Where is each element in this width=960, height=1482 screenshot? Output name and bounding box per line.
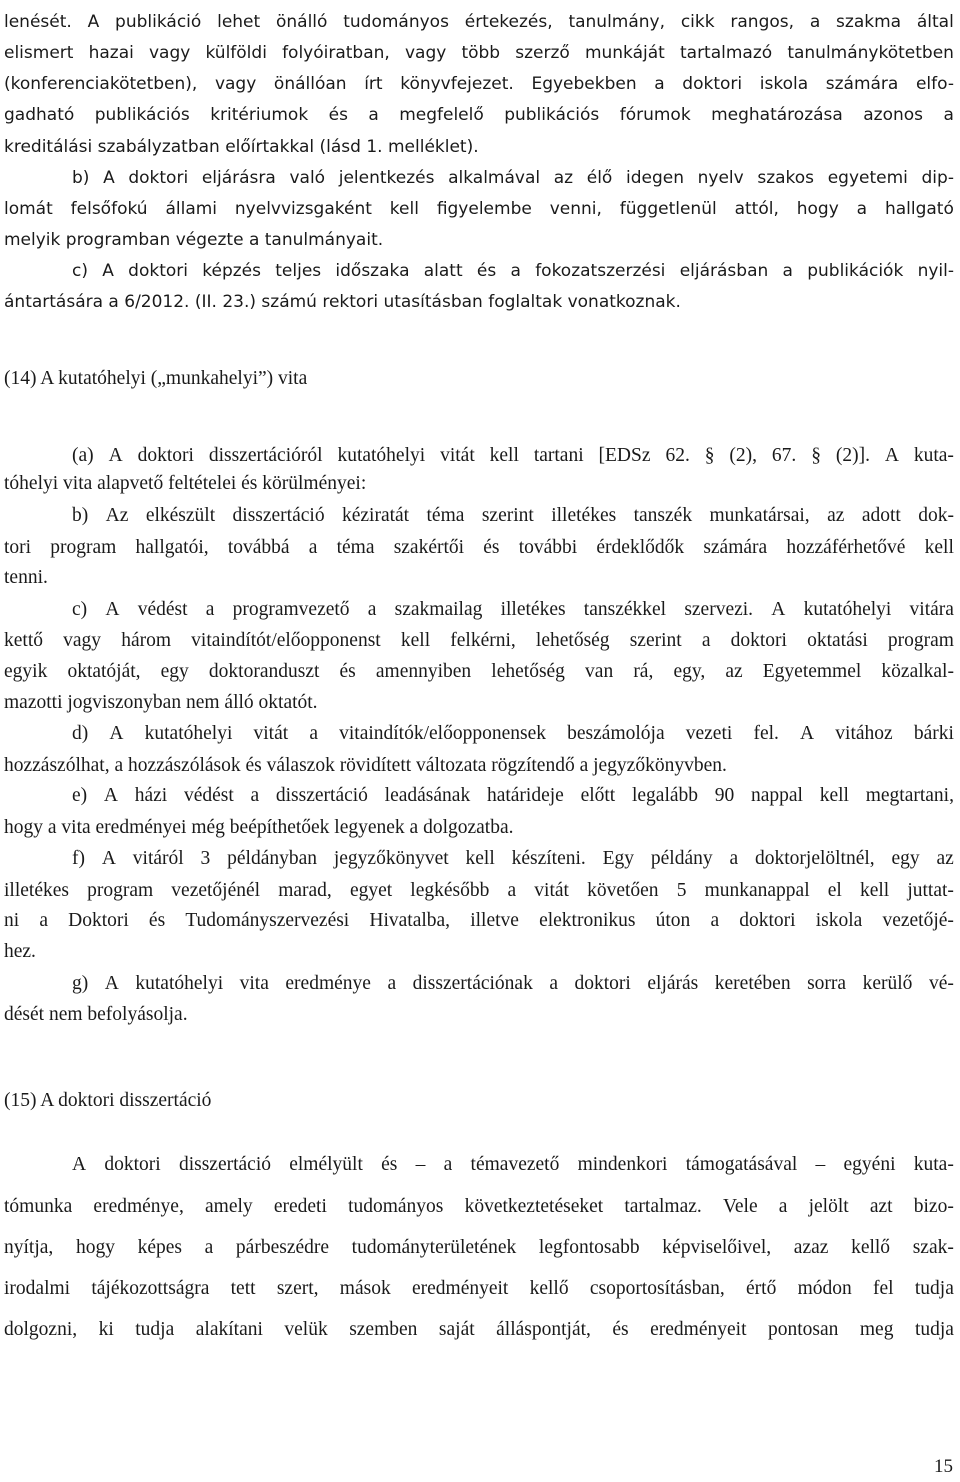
text-line: melyik programban végezte a tanulmányait. (4, 230, 384, 250)
text-line: kreditálási szabályzatban előírtakkal (lásd 1. melléklet). (4, 137, 479, 157)
text-line: illetékes program vezetőjénél marad, egyet legkésőbb a vitát követően 5 munkanappal el kell juttat- (4, 880, 954, 901)
text-line: hogy a vita eredményei még beépíthetőek legyenek a dolgozatba. (4, 817, 514, 838)
text-line: ni a Doktori és Tudományszervezési Hivatalba, illetve elektronikus úton a doktori iskola vezetőjé- (4, 910, 954, 931)
text-line: d) A kutatóhelyi vitát a vitaindítók/előopponensek beszámolója vezeti fel. A vitához bárki (72, 723, 954, 744)
text-line: e) A házi védést a disszertáció leadásának határideje előtt legalább 90 nappal kell megtartani, (72, 785, 954, 806)
text-line: f) A vitáról 3 példányban jegyzőkönyvet kell készíteni. Egy példány a doktorjelöltnél, egy az (72, 848, 954, 869)
text-line: irodalmi tájékozottságra tett szert, mások eredményeit kellő csoportosításban, értő módon fel tudja (4, 1278, 954, 1299)
text-line: dolgozni, ki tudja alakítani velük szemben saját álláspontját, és eredményeit pontosan meg tudja (4, 1319, 954, 1340)
text-line: (15) A doktori disszertáció (4, 1090, 212, 1111)
text-line: egyik oktatóját, egy doktoranduszt és amennyiben lehetőség van rá, egy, az Egyetemmel közalkal- (4, 661, 954, 682)
text-line: hozzászólhat, a hozzászólások és válaszok rövidített változata rögzítendő a jegyzőkönyvben. (4, 755, 727, 776)
text-line: gadható publikációs kritériumok és a megfelelő publikációs fórumok meghatározása azonos a (4, 105, 954, 125)
page-number: 15 (934, 1456, 953, 1477)
text-line: tenni. (4, 567, 48, 588)
text-line: (a) A doktori disszertációról kutatóhelyi vitát kell tartani [EDSz 62. § (2), 67. § (2)]. A kuta- (72, 445, 954, 466)
text-line: tori program hallgatói, továbbá a téma szakértői és további érdeklődők számára hozzáférhetővé kell (4, 537, 954, 558)
text-line: lenését. A publikáció lehet önálló tudományos értekezés, tanulmány, cikk rangos, a szakma által (4, 12, 954, 32)
text-line: b) A doktori eljárásra való jelentkezés alkalmával az élő idegen nyelv szakos egyetemi dip- (72, 168, 954, 188)
text-line: tómunka eredménye, amely eredeti tudományos következtetéseket tartalmaz. Vele a jelölt azt bizo- (4, 1196, 954, 1217)
text-line: ántartására a 6/2012. (II. 23.) számú rektori utasításban foglaltak vonatkoznak. (4, 292, 681, 312)
text-line: (14) A kutatóhelyi („munkahelyi”) vita (4, 368, 308, 389)
text-line: tóhelyi vita alapvető feltételei és körülményei: (4, 473, 367, 494)
text-line: c) A doktori képzés teljes időszaka alatt és a fokozatszerzési eljárásban a publikációk nyil- (72, 261, 954, 281)
text-line: mazotti jogviszonyban nem álló oktatót. (4, 692, 318, 713)
text-line: c) A védést a programvezető a szakmailag illetékes tanszékkel szervezi. A kutatóhelyi vitára (72, 599, 954, 620)
text-line: A doktori disszertáció elmélyült és – a témavezető mindenkori támogatásával – egyéni kuta- (72, 1154, 954, 1175)
text-line: nyítja, hogy képes a párbeszédre tudományterületének legfontosabb képviselőivel, azaz kellő szak- (4, 1237, 954, 1258)
text-line: elismert hazai vagy külföldi folyóiratban, vagy több szerző munkáját tartalmazó tanulmánykötetben (4, 43, 954, 63)
text-line: (konferenciakötetben), vagy önállóan írt könyvfejezet. Egyebekben a doktori iskola számára elfo- (4, 74, 954, 94)
text-line: hez. (4, 941, 36, 962)
text-line: lomát felsőfokú állami nyelvvizsgaként kell figyelembe venni, függetlenül attól, hogy a hallgató (4, 199, 954, 219)
text-line: kettő vagy három vitaindítót/előopponenst kell felkérni, lehetőség szerint a doktori oktatási program (4, 630, 954, 651)
text-line: b) Az elkészült disszertáció kéziratát téma szerint illetékes tanszék munkatársai, az adott dok- (72, 505, 954, 526)
text-line: g) A kutatóhelyi vita eredménye a disszertációnak a doktori eljárás keretében sorra kerülő vé- (72, 973, 954, 994)
text-line: dését nem befolyásolja. (4, 1004, 188, 1025)
